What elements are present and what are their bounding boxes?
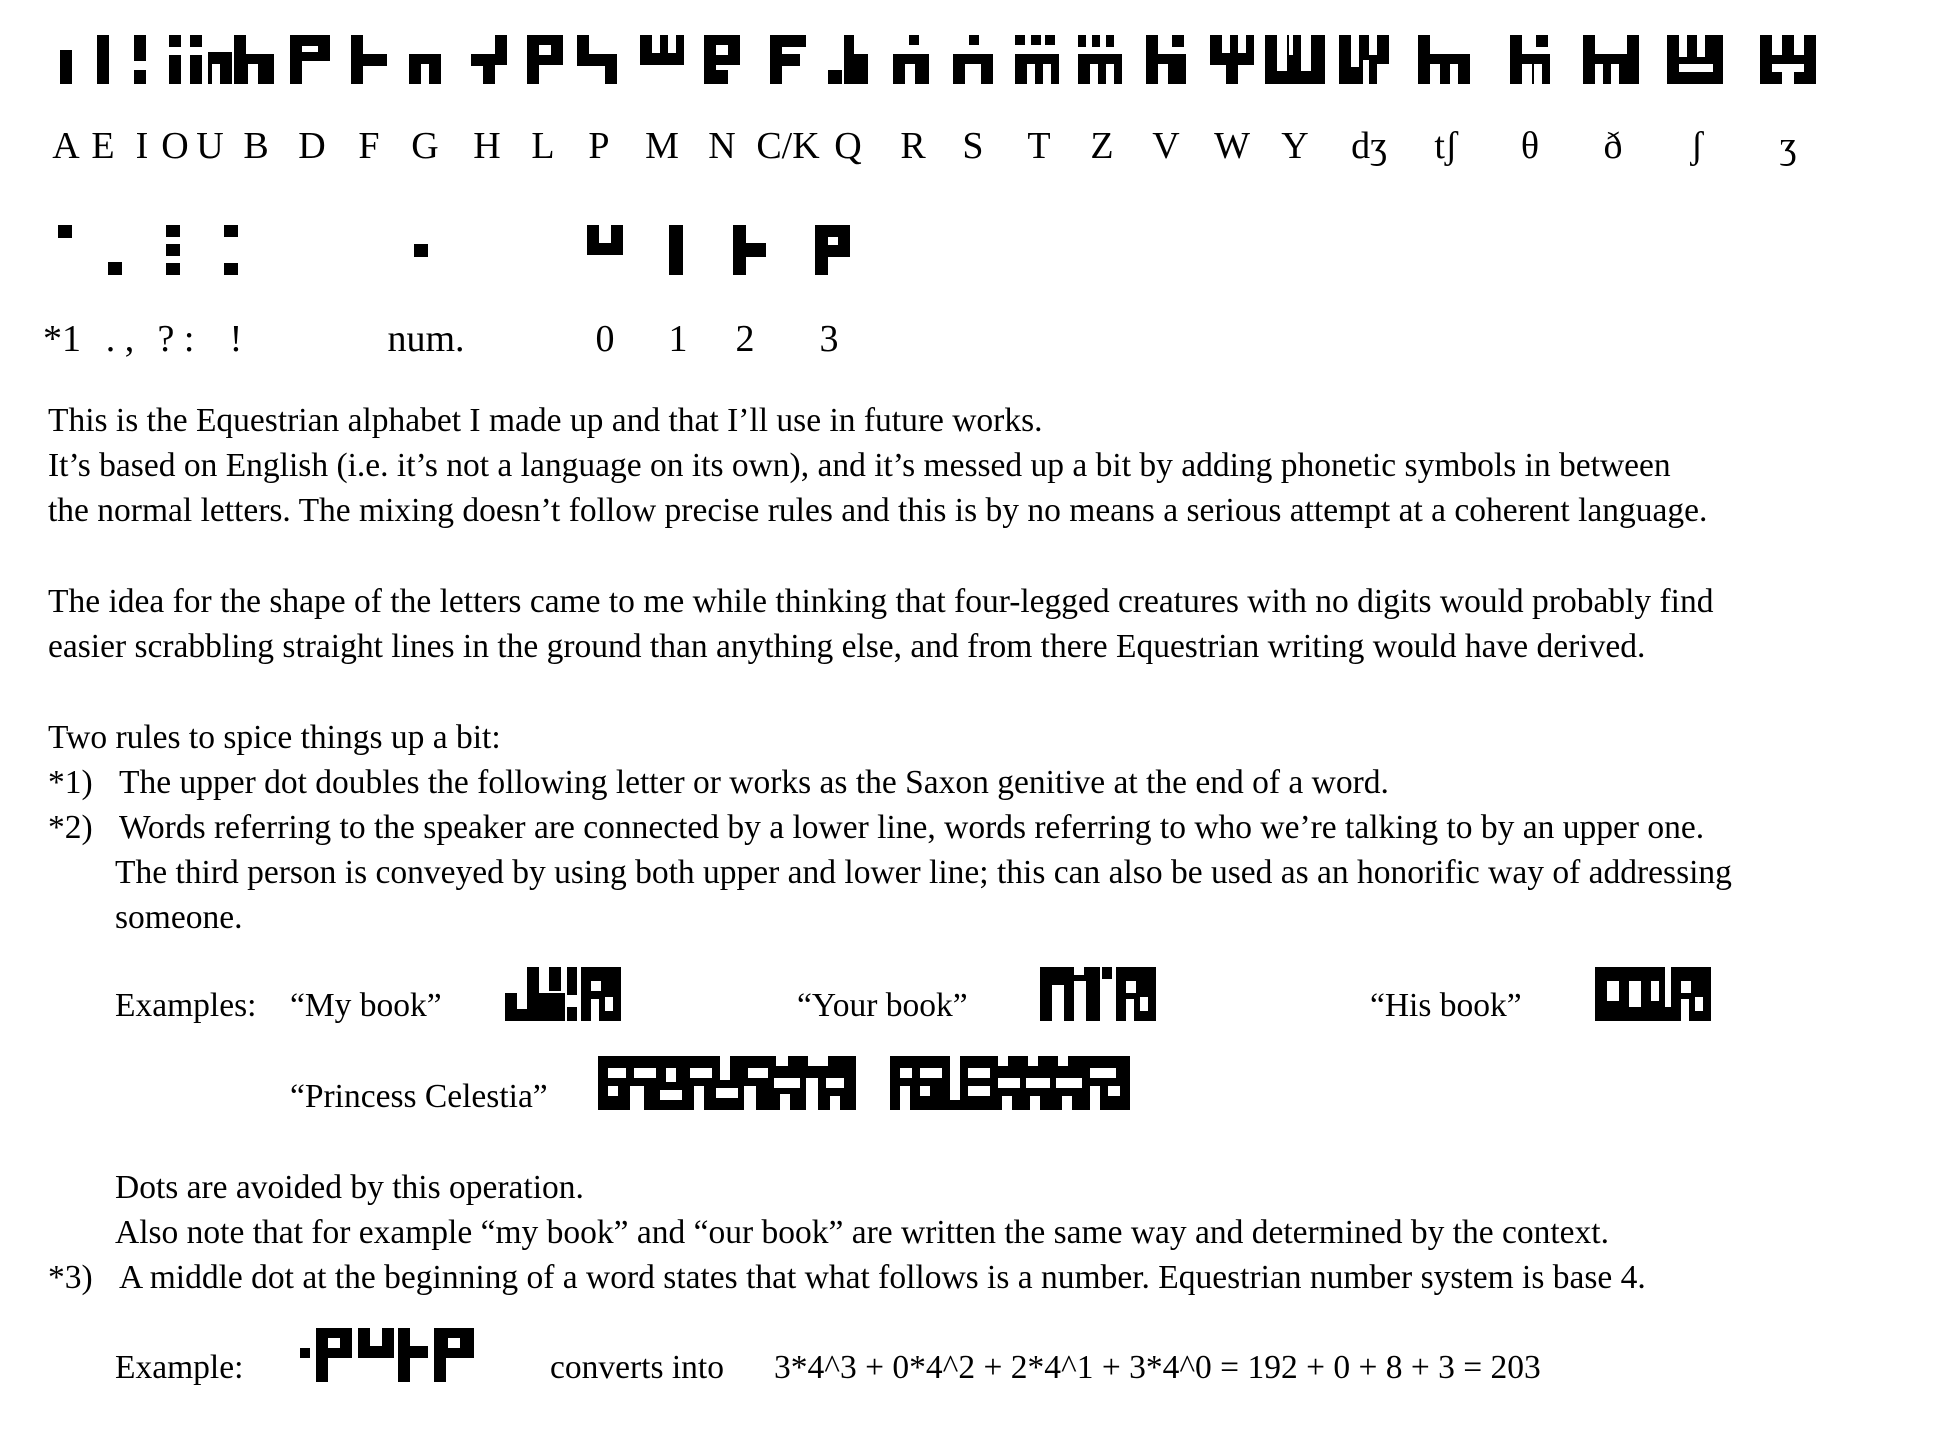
rule-1-marker: *1) — [48, 764, 93, 801]
alphabet-letter-label: θ — [1520, 125, 1540, 167]
alphabet-glyph — [409, 54, 441, 84]
rule-1-text: The upper dot doubles the following letter or works as the Saxon genitive at the end of a word. — [119, 764, 1389, 801]
my-book-glyph — [505, 967, 623, 1023]
alphabet-glyph-row — [0, 30, 1945, 90]
alphabet-glyph — [134, 35, 146, 84]
digit-label-3: 3 — [819, 318, 839, 360]
alphabet-glyph — [1760, 35, 1816, 84]
alphabet-glyph — [1210, 35, 1254, 84]
intro-line: This is the Equestrian alphabet I made up and that I’ll use in future works. — [48, 402, 1043, 439]
rule-2-line: someone. — [115, 899, 243, 936]
alphabet-letter-label: V — [1152, 125, 1180, 167]
examples-label: Examples: — [115, 987, 257, 1024]
number-marker-glyph — [414, 244, 428, 257]
idea-paragraph — [48, 579, 1713, 669]
alphabet-glyph — [1146, 35, 1186, 84]
alphabet-glyph — [640, 35, 684, 65]
alphabet-glyph — [1583, 35, 1639, 84]
alphabet-letter-label: O — [161, 125, 189, 167]
alphabet-glyph — [577, 35, 617, 84]
context-note: Also note that for example “my book” and “our book” are written the same way and determined by the context. — [115, 1214, 1609, 1251]
punctuation-label-question-colon: ? : — [157, 318, 195, 360]
alphabet-letter-label: Z — [1090, 125, 1114, 167]
alphabet-glyph — [1078, 35, 1122, 84]
alphabet-letter-label: B — [243, 125, 269, 167]
intro-line: the normal letters. The mixing doesn’t follow precise rules and this is by no means a serious attempt at a coherent language. — [48, 492, 1708, 529]
digit-1-glyph — [669, 225, 683, 275]
alphabet-letter-label: A — [52, 125, 80, 167]
alphabet-letter-label: ʒ — [1779, 125, 1797, 167]
rule-2-marker: *2) — [48, 809, 93, 846]
rule-3-text: A middle dot at the beginning of a word states that what follows is a number. Equestrian number system is base 4. — [119, 1259, 1646, 1296]
num-label: num. — [387, 318, 465, 360]
conversion-formula: 3*4^3 + 0*4^2 + 2*4^1 + 3*4^0 = 192 + 0 + 8 + 3 = 203 — [774, 1349, 1541, 1386]
rule-2-line: The third person is conveyed by using both upper and lower line; this can also be used as an honorific way of addressing — [115, 854, 1732, 891]
alphabet-glyph — [471, 35, 507, 84]
example-your-book-label: “Your book” — [797, 987, 968, 1024]
alphabet-letter-label: T — [1027, 125, 1051, 167]
alphabet-letter-label: N — [708, 125, 736, 167]
alphabet-letter-label: D — [298, 125, 326, 167]
your-book-glyph — [1040, 967, 1158, 1023]
alphabet-glyph — [169, 35, 181, 84]
alphabet-glyph — [527, 35, 563, 84]
alphabet-glyphs-svg — [0, 30, 1945, 90]
his-book-glyph — [1595, 967, 1713, 1023]
rule-2-text — [115, 805, 1732, 940]
alphabet-glyph — [60, 50, 72, 84]
alphabet-letter-label: C/K — [756, 125, 820, 167]
princess-glyph — [598, 1056, 856, 1110]
alphabet-glyph — [828, 35, 868, 84]
alphabet-glyph — [234, 35, 274, 84]
alphabet-letter-label: Y — [1281, 125, 1309, 167]
alphabet-glyph — [351, 35, 387, 84]
note-marker-label: *1 — [43, 318, 81, 360]
punctuation-glyphs-svg — [0, 220, 900, 280]
alphabet-letter-label: L — [531, 125, 555, 167]
punctuation-label-period-comma: . , — [105, 318, 135, 360]
alphabet-letter-label: H — [473, 125, 501, 167]
period-glyph — [108, 262, 122, 275]
alphabet-glyph — [953, 35, 993, 84]
digit-label-2: 2 — [735, 318, 755, 360]
alphabet-letter-label: W — [1214, 125, 1250, 167]
alphabet-letter-label: P — [588, 125, 610, 167]
idea-line: The idea for the shape of the letters came to me while thinking that four-legged creatures with no digits would probably find — [48, 583, 1714, 620]
alphabet-letter-label: F — [358, 125, 380, 167]
rule-3-marker: *3) — [48, 1259, 93, 1296]
alphabet-letter-label: G — [411, 125, 439, 167]
rule-2-line: Words referring to the speaker are connected by a lower line, words referring to who we’re talking to by an upper one. — [119, 809, 1705, 846]
alphabet-letter-label: ʃ — [1690, 125, 1704, 167]
punctuation-glyph-row — [0, 220, 900, 280]
digit-3-glyph — [815, 225, 850, 275]
alphabet-letter-label: M — [645, 125, 679, 167]
alphabet-letter-label: I — [135, 125, 149, 167]
number-example-label: Example: — [115, 1349, 244, 1386]
digit-0-glyph — [587, 225, 623, 255]
alphabet-glyph — [770, 35, 806, 84]
alphabet-glyph — [1418, 35, 1470, 84]
digit-2-glyph — [733, 225, 766, 275]
example-his-book-label: “His book” — [1370, 987, 1522, 1024]
alphabet-letter-label: tʃ — [1434, 125, 1458, 167]
alphabet-letter-label: U — [196, 125, 224, 167]
dots-note: Dots are avoided by this operation. — [115, 1169, 584, 1206]
celestia-glyph — [890, 1056, 1130, 1110]
idea-line: easier scrabbling straight lines in the ground than anything else, and from there Equestrian writing would have derived. — [48, 628, 1646, 665]
upper-dot-glyph — [58, 225, 72, 238]
alphabet-glyph — [893, 35, 929, 84]
converts-into-label: converts into — [550, 1349, 724, 1386]
alphabet-glyph — [97, 35, 109, 84]
digit-label-0: 0 — [595, 318, 615, 360]
alphabet-glyph — [1510, 35, 1550, 84]
punctuation-label-exclamation: ! — [229, 318, 243, 360]
alphabet-letter-label: dʒ — [1351, 125, 1387, 167]
intro-paragraph — [48, 398, 1707, 533]
alphabet-letter-label: E — [91, 125, 115, 167]
alphabet-letter-label: S — [962, 125, 984, 167]
alphabet-letter-label: Q — [834, 125, 862, 167]
alphabet-glyph — [290, 35, 330, 84]
alphabet-glyph — [1339, 35, 1389, 84]
alphabet-glyph — [190, 35, 232, 84]
question-colon-glyph — [166, 225, 180, 275]
number-example-glyph — [300, 1328, 478, 1384]
rules-heading: Two rules to spice things up a bit: — [48, 719, 501, 756]
example-princess-celestia-label: “Princess Celestia” — [290, 1078, 548, 1115]
alphabet-glyph — [704, 35, 740, 84]
intro-line: It’s based on English (i.e. it’s not a language on its own), and it’s messed up a bit by adding phonetic symbols in between — [48, 447, 1671, 484]
alphabet-letter-label: ð — [1603, 125, 1623, 167]
alphabet-letter-label: R — [900, 125, 926, 167]
exclamation-glyph — [224, 225, 238, 275]
example-my-book-label: “My book” — [290, 987, 442, 1024]
alphabet-glyph — [1265, 35, 1325, 84]
alphabet-glyph — [1667, 35, 1723, 84]
alphabet-glyph — [1015, 35, 1059, 84]
digit-label-1: 1 — [668, 318, 688, 360]
